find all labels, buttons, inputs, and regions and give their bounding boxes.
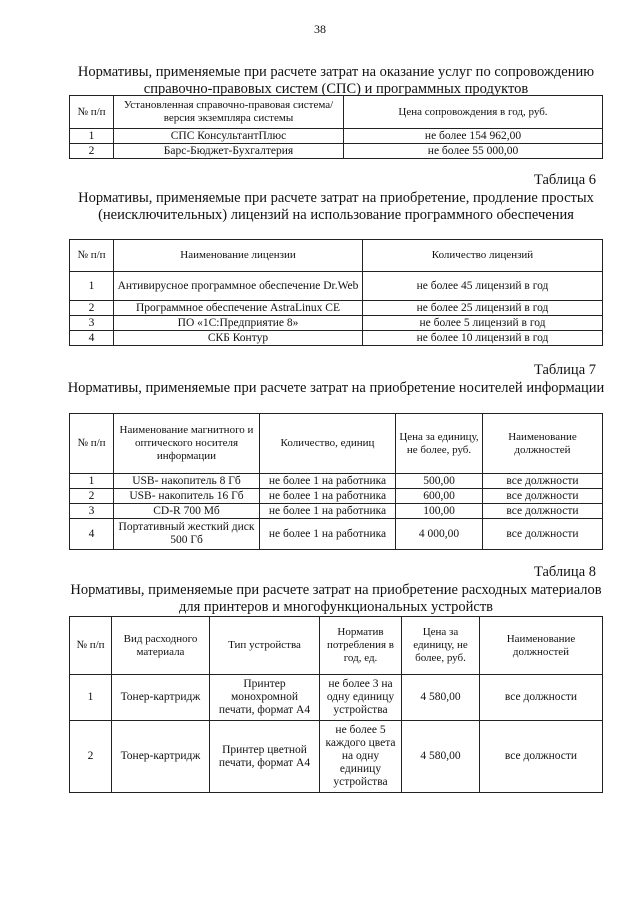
table-cell: 4 580,00 (402, 721, 480, 793)
table-cell: не более 10 лицензий в год (363, 331, 603, 346)
table-row (70, 504, 603, 519)
table-row (70, 675, 603, 721)
table-cell: не более 1 на работника (260, 504, 396, 519)
table-cell: 1 (70, 474, 114, 489)
table-row (70, 489, 603, 504)
table-cell: не более 45 лицензий в год (363, 272, 603, 301)
table-cell: 600,00 (396, 489, 483, 504)
section1-title: Нормативы, применяемые при расчете затрат на оказание услуг по сопровождению справочно-правовых систем (СПС) и программных продуктов (77, 64, 595, 97)
header-cell: Цена сопровождения в год, руб. (344, 96, 603, 129)
media-table (69, 413, 603, 550)
table-cell: 2 (70, 144, 114, 159)
header-cell: № п/п (70, 96, 114, 129)
header-cell: Наименование должностей (483, 414, 603, 474)
table-cell: 500,00 (396, 474, 483, 489)
table6-title: Нормативы, применяемые при расчете затрат на приобретение, продление простых (неисключительных) лицензий на использование программного обеспечения (78, 190, 594, 223)
header-cell: Наименование магнитного и оптического носителя информации (114, 414, 260, 474)
table-cell: не более 1 на работника (260, 519, 396, 550)
table-cell: 100,00 (396, 504, 483, 519)
table7-title: Нормативы, применяемые при расчете затрат на приобретение носителей информации (67, 380, 605, 396)
supplies-table (69, 616, 603, 793)
table-cell: CD-R 700 Мб (114, 504, 260, 519)
table-cell: ПО «1С:Предприятие 8» (114, 316, 363, 331)
table-cell: 1 (70, 675, 112, 721)
table-cell: все должности (483, 474, 603, 489)
table-cell: Тонер-картридж (112, 675, 210, 721)
table-cell: СПС КонсультантПлюс (114, 129, 344, 144)
table-cell: не более 1 на работника (260, 474, 396, 489)
header-cell: Цена за единицу, не более, руб. (402, 617, 480, 675)
table-cell: все должности (483, 504, 603, 519)
table-cell: СКБ Контур (114, 331, 363, 346)
header-cell: Норматив потребления в год, ед. (320, 617, 402, 675)
table-row (70, 474, 603, 489)
table-cell: не более 55 000,00 (344, 144, 603, 159)
table8-label: Таблица 8 (533, 564, 596, 580)
table-cell: USB- накопитель 16 Гб (114, 489, 260, 504)
table-cell: 3 (70, 316, 114, 331)
table-cell: Программное обеспечение AstraLinux CE (114, 301, 363, 316)
licenses-table (69, 239, 603, 346)
table6-label: Таблица 6 (533, 172, 596, 188)
table-cell: не более 154 962,00 (344, 129, 603, 144)
header-cell: Количество лицензий (363, 240, 603, 272)
table-cell: не более 5 лицензий в год (363, 316, 603, 331)
header-cell: № п/п (70, 617, 112, 675)
table-cell: все должности (483, 519, 603, 550)
table-cell: Портативный жесткий диск 500 Гб (114, 519, 260, 550)
table-cell: 1 (70, 129, 114, 144)
table-row (70, 129, 603, 144)
table-row (70, 721, 603, 793)
table-cell: все должности (483, 489, 603, 504)
header-cell: Количество, единиц (260, 414, 396, 474)
table-cell: Барс-Бюджет-Бухгалтерия (114, 144, 344, 159)
page-number: 38 (314, 22, 326, 36)
table-cell: 4 (70, 331, 114, 346)
table-cell: 4 000,00 (396, 519, 483, 550)
table-cell: 1 (70, 272, 114, 301)
header-cell: Установленная справочно-правовая система/версия экземпляра системы (114, 96, 344, 129)
header-cell: № п/п (70, 240, 114, 272)
header-cell: Наименование лицензии (114, 240, 363, 272)
header-cell: Тип устройства (210, 617, 320, 675)
table-cell: Антивирусное программное обеспечение Dr.Web (114, 272, 363, 301)
table-cell: все должности (480, 721, 603, 793)
table-row (70, 519, 603, 550)
table-row (70, 316, 603, 331)
table-cell: Тонер-картридж (112, 721, 210, 793)
header-cell: Наименование должностей (480, 617, 603, 675)
table-row (70, 272, 603, 301)
table-row (70, 144, 603, 159)
table-cell: 2 (70, 721, 112, 793)
table8-title: Нормативы, применяемые при расчете затрат на приобретение расходных материалов для принтеров и многофункциональных устройств (70, 582, 602, 615)
table-cell: не более 3 на одну единицу устройства (320, 675, 402, 721)
header-cell: Цена за единицу, не более, руб. (396, 414, 483, 474)
table-row (70, 331, 603, 346)
table-cell: 2 (70, 301, 114, 316)
table-cell: Принтер монохромной печати, формат А4 (210, 675, 320, 721)
table-cell: 2 (70, 489, 114, 504)
header-cell: Вид расходного материала (112, 617, 210, 675)
table-cell: не более 1 на работника (260, 489, 396, 504)
table-cell: USB- накопитель 8 Гб (114, 474, 260, 489)
header-cell: № п/п (70, 414, 114, 474)
table-cell: не более 25 лицензий в год (363, 301, 603, 316)
table-cell: 4 (70, 519, 114, 550)
table-cell: Принтер цветной печати, формат А4 (210, 721, 320, 793)
table7-label: Таблица 7 (533, 362, 596, 378)
table-cell: все должности (480, 675, 603, 721)
table-cell: 3 (70, 504, 114, 519)
table-row (70, 301, 603, 316)
sps-table (69, 95, 603, 159)
table-cell: 4 580,00 (402, 675, 480, 721)
table-cell: не более 5 каждого цвета на одну единицу устройства (320, 721, 402, 793)
